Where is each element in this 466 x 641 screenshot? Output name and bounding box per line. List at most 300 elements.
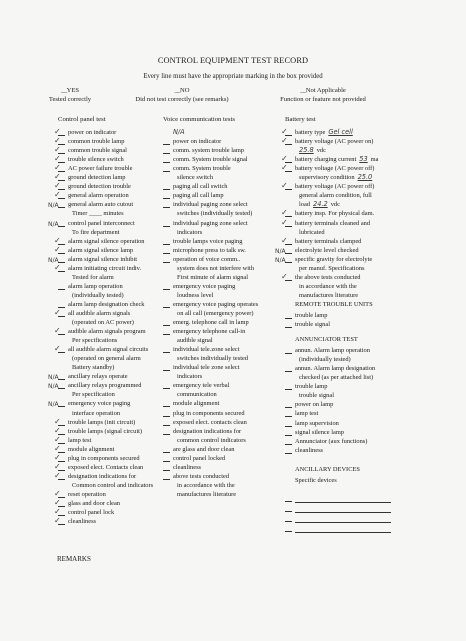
mark-blank[interactable] — [285, 426, 292, 427]
checklist-item — [163, 173, 288, 182]
checklist-item — [163, 445, 288, 454]
checklist-item — [163, 219, 288, 228]
mark-blank[interactable] — [163, 406, 170, 407]
mark-blank[interactable] — [163, 226, 170, 227]
item-label: trouble lamp — [295, 311, 328, 319]
checklist-item — [163, 228, 288, 237]
mark-blank[interactable] — [285, 416, 292, 417]
checklist-item — [163, 146, 288, 155]
item-label: Timer ____ minutes — [72, 210, 124, 218]
checklist-item — [285, 446, 420, 455]
legend-meaning: Function or feature not provided — [280, 95, 366, 103]
handwritten-value[interactable]: 25.0 — [357, 173, 373, 182]
item-label: manufactures literature — [177, 490, 237, 498]
item-label: all audible alarm signals — [68, 309, 131, 317]
mark-blank[interactable] — [285, 327, 292, 328]
item-label: reset operation — [68, 490, 106, 498]
item-label: Battery standby) — [72, 364, 115, 372]
legend-meaning: Did not test correctly (see remarks) — [135, 95, 229, 103]
check-mark-icon: ✓ — [54, 516, 61, 526]
item-label: Per specifications — [72, 337, 118, 345]
mark-blank[interactable] — [163, 253, 170, 254]
item-label: alarm lamp operation — [68, 282, 123, 290]
checklist-item — [163, 273, 288, 282]
check-mark-icon: ✓ — [54, 425, 61, 435]
item-label: exposed elect. Contacts clean — [68, 463, 144, 471]
mark-blank[interactable] — [163, 198, 170, 199]
checklist-item — [163, 164, 288, 173]
item-label: battery terminals clamped — [295, 237, 362, 245]
column-heading: Voice communication tests — [163, 116, 235, 123]
checklist-item — [58, 282, 168, 291]
item-label: alarm signal silence lamp — [68, 246, 134, 254]
item-label: ancillary relays programmed — [68, 382, 142, 390]
item-label: switches (individually tested) — [177, 210, 253, 218]
check-mark-icon: ✓ — [54, 416, 61, 426]
checklist-item — [163, 191, 288, 200]
item-label: comm. System trouble — [173, 165, 231, 173]
checklist-item — [163, 336, 288, 345]
checklist-item — [285, 282, 420, 291]
item-label: module alignment — [68, 445, 115, 453]
mark-blank[interactable] — [163, 162, 170, 163]
checklist-item — [54, 172, 168, 182]
checklist-item — [285, 191, 420, 200]
checklist-item — [48, 372, 168, 382]
mark-blank[interactable] — [163, 334, 170, 335]
check-mark-icon: ✓ — [54, 163, 61, 173]
check-mark-icon: ✓ — [54, 190, 61, 200]
checklist-item — [54, 461, 168, 472]
mark-blank[interactable] — [163, 325, 170, 326]
mark-blank[interactable] — [58, 379, 65, 380]
checklist-item — [275, 255, 420, 264]
handwritten-value[interactable]: 24.2 — [313, 200, 328, 209]
checklist-item — [163, 128, 288, 137]
mark-blank[interactable] — [285, 353, 292, 354]
mark-blank[interactable] — [163, 388, 170, 389]
legend-code: __ YES — [40, 87, 100, 96]
item-label: battery voltage (AC power off) — [295, 165, 375, 173]
checklist-item — [54, 181, 168, 191]
mark-blank[interactable] — [58, 226, 65, 227]
item-label: cleanliness — [295, 446, 324, 454]
checklist-item — [163, 354, 288, 363]
item-label: First minute of alarm signal — [177, 273, 248, 281]
mark-blank[interactable] — [163, 207, 170, 208]
item-label: general alarm auto cutout — [68, 201, 134, 209]
item-label: common trouble signal — [68, 147, 127, 155]
check-mark-icon: ✓ — [281, 271, 288, 281]
item-label: manufactures literature — [299, 291, 359, 299]
item-label: control panel lock — [68, 509, 115, 517]
mark-blank[interactable] — [163, 352, 170, 353]
mark-blank[interactable] — [285, 262, 292, 263]
checklist-item — [163, 255, 288, 264]
item-label: paging all call lamp — [173, 192, 224, 200]
check-mark-icon: ✓ — [54, 181, 61, 191]
check-mark-icon: ✓ — [54, 172, 61, 182]
item-label: emergency tele verbal — [173, 382, 230, 390]
check-mark-icon: ✓ — [54, 461, 61, 471]
ancillary-heading: ANCILLARY DEVICES — [295, 465, 360, 473]
na-mark: N/A — [48, 383, 59, 391]
item-label: individual tele zone select — [173, 364, 240, 372]
checklist-item — [281, 163, 420, 173]
item-label: To fire department — [72, 228, 120, 236]
na-mark: N/A — [48, 220, 59, 228]
mark-blank[interactable] — [285, 444, 292, 445]
battery-column — [275, 115, 420, 533]
voice-communication-column — [163, 115, 288, 499]
check-mark-icon: ✓ — [54, 136, 61, 146]
item-label: paging all call switch — [173, 183, 228, 191]
item-label: supervisory condition — [299, 174, 355, 182]
checklist-item — [58, 291, 168, 300]
remote-trouble-heading: REMOTE TROUBLE UNITS — [295, 300, 373, 308]
checklist-item — [285, 400, 420, 409]
mark-blank[interactable] — [163, 470, 170, 471]
checklist-item — [163, 409, 288, 418]
mark-blank[interactable] — [58, 207, 65, 208]
check-mark-icon: ✓ — [281, 235, 288, 245]
item-label: module alignment — [173, 400, 220, 408]
item-label: indicators — [177, 373, 203, 381]
checklist-item — [54, 262, 168, 273]
item-label: trouble signal — [299, 392, 334, 400]
item-label: alarm initiating circuit indiv. — [68, 264, 142, 272]
unit-label: ma — [370, 156, 379, 164]
legend-na — [258, 87, 388, 104]
checklist-item — [58, 300, 168, 309]
check-mark-icon: ✓ — [281, 163, 288, 173]
item-label: trouble silence switch — [68, 156, 124, 164]
item-label: lamp test — [68, 436, 92, 444]
checklist-item — [285, 311, 420, 320]
checklist-item — [163, 490, 288, 499]
checklist-item — [163, 209, 288, 218]
item-label: on all call (emergency power) — [177, 309, 254, 317]
handwritten-value[interactable]: 25.8 — [299, 146, 314, 155]
check-mark-icon: ✓ — [281, 154, 288, 164]
mark-blank[interactable] — [285, 407, 292, 408]
item-label: ground detection lamp — [68, 174, 126, 182]
mark-blank[interactable] — [285, 318, 292, 319]
checklist-item — [285, 146, 420, 155]
checklist-item — [163, 155, 288, 164]
checklist-item — [54, 507, 168, 517]
checklist-item — [163, 291, 288, 300]
item-label: interface operation — [72, 409, 121, 417]
item-label: silence switch — [177, 174, 214, 182]
checklist-item — [285, 200, 420, 209]
checklist-item — [54, 136, 168, 146]
item-label: trouble lamps (init circuit) — [68, 418, 136, 426]
item-label: microphone press to talk sw. — [173, 246, 246, 254]
item-label: Annunciator (aux functions) — [295, 437, 368, 445]
item-label: emergency voice paging — [173, 282, 236, 290]
item-label: Per specification — [72, 391, 115, 399]
item-label: the above tests conducted — [295, 273, 361, 281]
item-label: control panel interconnect — [68, 219, 135, 227]
checklist-item — [285, 428, 420, 437]
mark-blank[interactable] — [163, 425, 170, 426]
check-mark-icon: ✓ — [281, 181, 288, 191]
item-label: checked (as per attached list) — [299, 374, 374, 382]
item-label: glass and door clean — [68, 499, 120, 507]
checklist-item — [48, 219, 168, 228]
item-label: signal silence lamp — [295, 428, 344, 436]
mark-blank[interactable] — [163, 153, 170, 154]
item-label: communication — [177, 391, 217, 399]
checklist-item — [285, 228, 420, 237]
checklist-item — [281, 271, 420, 282]
na-mark: N/A — [48, 401, 59, 409]
checklist-item — [281, 127, 420, 137]
item-label: above tests conducted — [173, 472, 230, 480]
legend-yes — [40, 87, 100, 104]
legend-code: __ NO — [112, 87, 252, 96]
checklist-item — [163, 472, 288, 481]
item-label: cleanliness — [68, 518, 97, 526]
checklist-item — [163, 399, 288, 408]
item-label: (operated on AC power) — [72, 319, 134, 327]
checklist-item — [163, 200, 288, 209]
legend-no — [112, 87, 252, 104]
checklist-item — [54, 497, 168, 508]
mark-blank[interactable] — [285, 453, 292, 454]
item-label: emergency telephone call-in — [173, 328, 246, 336]
item-label: per manuf. Specifications — [299, 264, 365, 272]
checklist-item — [48, 381, 168, 391]
mark-blank[interactable] — [285, 371, 292, 372]
checklist-item — [163, 309, 288, 318]
checklist-item — [163, 454, 288, 463]
checklist-item — [54, 145, 168, 155]
item-label: (operated on general alarm — [72, 355, 141, 363]
item-label: indicators — [177, 228, 203, 236]
item-label: specific gravity for electrolyte — [295, 255, 373, 263]
checklist-item — [163, 318, 288, 327]
item-label: common control indicators — [177, 436, 246, 444]
item-label: trouble lamp — [295, 383, 328, 391]
mark-blank[interactable] — [163, 144, 170, 145]
item-label: trouble lamps (signal circuit) — [68, 427, 143, 435]
checklist-item — [285, 373, 420, 382]
device-entry-line[interactable] — [295, 523, 391, 533]
checklist-item — [58, 354, 168, 363]
checklist-item — [163, 436, 288, 445]
checklist-item — [163, 264, 288, 273]
remarks-label: REMARKS — [57, 555, 91, 563]
checklist-item — [163, 463, 288, 472]
item-label: vdc — [316, 147, 326, 155]
check-mark-icon: ✓ — [54, 507, 61, 517]
device-entry-line[interactable] — [295, 493, 391, 503]
na-mark: N/A — [48, 202, 59, 210]
item-label: power on indicator — [173, 138, 222, 146]
checklist-item — [58, 228, 168, 237]
check-mark-icon: ✓ — [54, 434, 61, 444]
mark-blank[interactable] — [285, 389, 292, 390]
checklist — [285, 311, 420, 329]
item-label: ancillary relays operate — [68, 373, 128, 381]
checklist-item — [275, 246, 420, 255]
checklist-item — [163, 237, 288, 246]
mark-blank[interactable] — [58, 388, 65, 389]
mark-blank[interactable] — [163, 416, 170, 417]
checklist-item — [163, 345, 288, 354]
item-label: designation indications for — [68, 472, 137, 480]
checklist-item — [54, 434, 168, 445]
checklist-item — [163, 327, 288, 336]
mark-blank[interactable] — [163, 461, 170, 462]
checklist-item — [285, 173, 420, 182]
checklist-item — [163, 390, 288, 399]
item-label: (individually tested) — [299, 356, 351, 364]
item-label: switches individually tested — [177, 355, 248, 363]
item-label: power on lamp — [295, 401, 334, 409]
checklist-item — [163, 300, 288, 309]
mark-blank[interactable] — [163, 171, 170, 172]
check-mark-icon: ✓ — [54, 452, 61, 462]
item-label: general alarm condition, full — [299, 192, 372, 200]
device-entry-line[interactable] — [295, 503, 391, 513]
checklist-item — [285, 291, 420, 300]
item-label: individual tele.zone select — [173, 346, 240, 354]
check-mark-icon: ✓ — [54, 488, 61, 498]
checklist-item — [285, 346, 420, 355]
checklist-item — [285, 355, 420, 364]
na-mark: N/A — [275, 247, 286, 255]
mark-blank[interactable] — [285, 253, 292, 254]
checklist-item — [58, 409, 168, 418]
item-label: emerg. telephone call in lamp — [173, 319, 249, 327]
checklist — [275, 127, 420, 300]
device-entry-line[interactable] — [295, 513, 391, 523]
na-mark: N/A — [48, 256, 59, 264]
mark-blank[interactable] — [163, 452, 170, 453]
item-label: Tested for alarm — [72, 273, 114, 281]
checklist-item — [285, 419, 420, 428]
checklist-item — [58, 318, 168, 327]
item-label: (individually tested) — [72, 291, 124, 299]
checklist-item — [54, 425, 168, 436]
mark-blank[interactable] — [163, 479, 170, 480]
checklist-item — [285, 409, 420, 418]
handwritten-value[interactable]: 53 — [359, 155, 368, 164]
mark-blank[interactable] — [163, 289, 170, 290]
mark-blank[interactable] — [163, 307, 170, 308]
check-mark-icon: ✓ — [54, 497, 61, 507]
checklist-item — [54, 127, 168, 137]
unit-label: vdc — [330, 201, 340, 209]
na-mark: N/A — [48, 374, 59, 382]
check-mark-icon: ✓ — [54, 154, 61, 164]
mark-blank[interactable] — [163, 262, 170, 263]
mark-blank[interactable] — [163, 434, 170, 435]
checklist-item — [285, 437, 420, 446]
checklist-item — [285, 264, 420, 273]
item-label: audible alarm signals program — [68, 328, 146, 336]
item-label: in accordance with the — [177, 481, 235, 489]
item-label: annun. Alarm lamp designation — [295, 365, 376, 373]
checklist-item — [48, 200, 168, 210]
check-mark-icon: ✓ — [281, 136, 288, 146]
mark-blank[interactable] — [163, 244, 170, 245]
item-label: emergency voice paging operates — [173, 300, 259, 308]
item-label: trouble lamps voice paging — [173, 237, 243, 245]
checklist — [48, 127, 168, 526]
checklist-item — [48, 399, 168, 409]
checklist-item — [54, 488, 168, 499]
checklist-item — [54, 235, 168, 246]
checklist — [163, 128, 288, 499]
checklist-item — [58, 273, 168, 282]
checklist-item — [58, 390, 168, 399]
checklist-item — [58, 336, 168, 345]
check-mark-icon: ✓ — [54, 326, 61, 336]
check-mark-icon: ✓ — [54, 262, 61, 272]
mark-blank[interactable] — [163, 370, 170, 371]
checklist-item — [54, 443, 168, 454]
checklist-item — [281, 181, 420, 191]
checklist-item — [54, 344, 168, 354]
item-label: battery charging current — [295, 156, 357, 164]
item-label: cleanliness — [173, 463, 202, 471]
checklist-item — [54, 190, 168, 200]
check-mark-icon: ✓ — [281, 217, 288, 227]
handwritten-value[interactable]: Gel cell — [328, 128, 353, 137]
checklist-item — [54, 326, 168, 336]
legend-code: __ Not Applicable — [258, 87, 388, 96]
checklist-item — [281, 136, 420, 146]
item-label: system does not interfere with — [177, 264, 255, 272]
item-label: N/A — [173, 128, 185, 137]
checklist-item — [281, 154, 420, 164]
item-label: trouble signal — [295, 321, 330, 329]
checklist-item — [58, 209, 168, 218]
checklist-item — [281, 208, 420, 218]
checklist-item — [163, 372, 288, 381]
mark-blank[interactable] — [163, 189, 170, 190]
checklist-item — [163, 381, 288, 390]
checklist-item — [54, 163, 168, 173]
item-label: electrolyte level checked — [295, 246, 359, 254]
check-mark-icon: ✓ — [54, 127, 61, 137]
item-label: comm. System trouble signal — [173, 156, 248, 164]
item-label: loudness level — [177, 291, 214, 299]
mark-blank[interactable] — [58, 406, 65, 407]
item-label: load — [299, 201, 311, 209]
mark-blank[interactable] — [58, 289, 65, 290]
checklist-item — [163, 418, 288, 427]
check-mark-icon: ✓ — [54, 307, 61, 317]
item-label: all audible alarm signal circuits — [68, 346, 149, 354]
checklist-item — [58, 363, 168, 372]
checklist-item — [163, 137, 288, 146]
item-label: individual paging zone select — [173, 219, 248, 227]
item-label: control panel locked — [173, 454, 226, 462]
checklist-item — [163, 363, 288, 372]
item-label: lubricated — [299, 228, 325, 236]
check-mark-icon: ✓ — [54, 443, 61, 453]
checklist-item — [54, 244, 168, 255]
mark-blank[interactable] — [285, 435, 292, 436]
item-label: ground detection trouble — [68, 183, 131, 191]
item-label: common trouble lamp — [68, 138, 125, 146]
checklist-item — [163, 427, 288, 436]
